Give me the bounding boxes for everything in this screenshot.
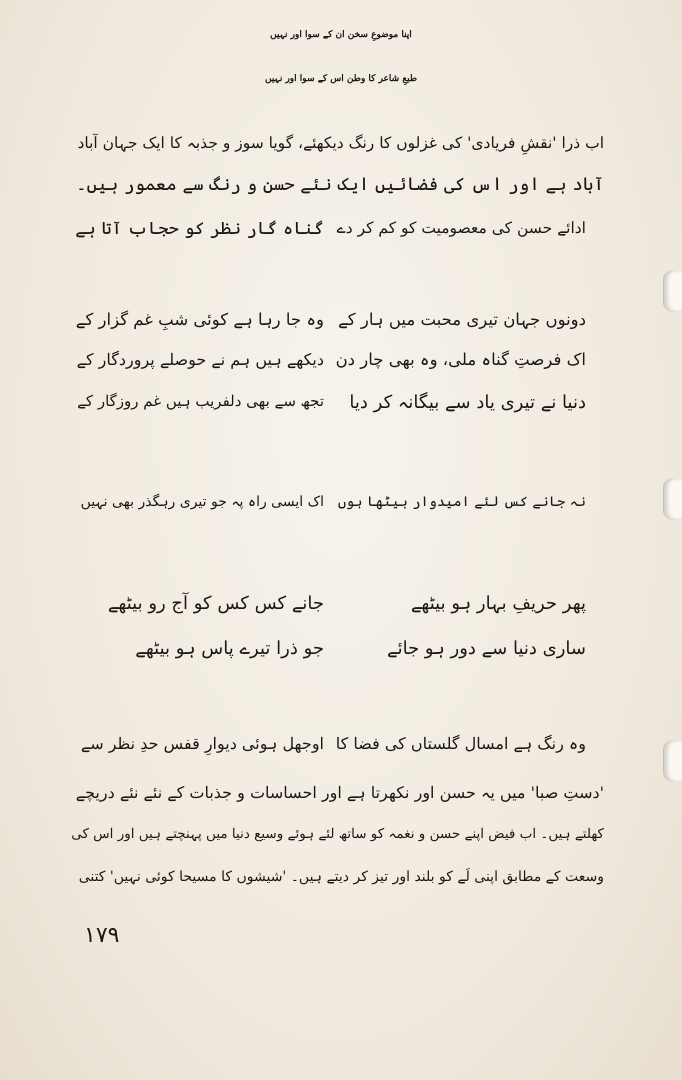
couplet-7-first-line: ساری دنیا سے دور ہو جائے xyxy=(387,638,586,659)
couplet-6-first-line: پھر حریفِ بہار ہو بیٹھے xyxy=(410,593,586,614)
couplet-6-second-line: جانے کس کس کو آج رو بیٹھے xyxy=(107,593,324,614)
page-tear-mark xyxy=(663,270,682,312)
couplet-4-first-line: دنیا نے تیری یاد سے بیگانہ کر دیا xyxy=(349,392,586,413)
couplet-7-second-line: جو ذرا تیرے پاس ہو بیٹھے xyxy=(135,638,324,659)
couplet-3-second-line: دیکھے ہیں ہم نے حوصلے پروردگار کے xyxy=(76,350,324,369)
couplet-5-first-line: نہ جانے کس لئے امیدوار بیٹھا ہوں xyxy=(337,494,586,510)
page-tear-mark xyxy=(663,478,682,520)
couplet-3-first-line: اک فرصتِ گناہ ملی، وہ بھی چار دن xyxy=(335,350,586,369)
page-number: ۱۷۹ xyxy=(84,923,120,948)
intro-line-1: اب ذرا 'نقشِ فریادی' کی غزلوں کا رنگ دیکھئے، گویا سوز و جذبہ کا ایک جہان آباد xyxy=(77,134,604,152)
heading-line-2: طبعِ شاعر کا وطن اس کے سوا اور نہیں xyxy=(264,74,417,84)
couplet-4-second-line: تجھ سے بھی دلفریب ہیں غم روزگار کے xyxy=(77,392,324,410)
couplet-8-second-line: اوجھل ہوئی دیوارِ قفس حدِ نظر سے xyxy=(80,734,324,753)
closing-line-3: وسعت کے مطابق اپنی لَے کو بلند اور تیز کر دیتے ہیں۔ 'شیشوں کا مسیحا کوئی نہیں' کتنی xyxy=(78,869,604,885)
closing-line-1: 'دستِ صبا' میں یہ حسن اور نکھرتا ہے اور احساسات و جذبات کے نئے نئے دریچے xyxy=(75,783,604,802)
couplet-5-second-line: اک ایسی راہ پہ جو تیری رہگذر بھی نہیں xyxy=(80,494,324,510)
couplet-2-second-line: وہ جا رہا ہے کوئی شبِ غم گزار کے xyxy=(75,310,324,329)
couplet-2-first-line: دونوں جہان تیری محبت میں ہار کے xyxy=(338,310,586,329)
intro-line-2: آباد ہے اور اس کی فضائیں ایک نئے حسن و رنگ سے معمور ہیں۔ xyxy=(76,174,604,195)
couplet-1-second-line: گناہ گار نظر کو حجاب آتا ہے xyxy=(75,219,324,239)
couplet-1-first-line: ادائے حسن کی معصومیت کو کم کر دے xyxy=(336,219,586,237)
couplet-8-first-line: وہ رنگ ہے امسال گلستاں کی فضا کا xyxy=(335,734,586,753)
closing-line-2: کھلتے ہیں۔ اب فیض اپنے حسن و نغمہ کو ساتھ لئے ہوئے وسیع دنیا میں پہنچتے ہیں اور اس کی xyxy=(71,826,604,842)
page-tear-mark xyxy=(663,740,682,782)
heading-line-1: اپنا موضوعِ سخن ان کے سوا اور نہیں xyxy=(270,30,412,40)
